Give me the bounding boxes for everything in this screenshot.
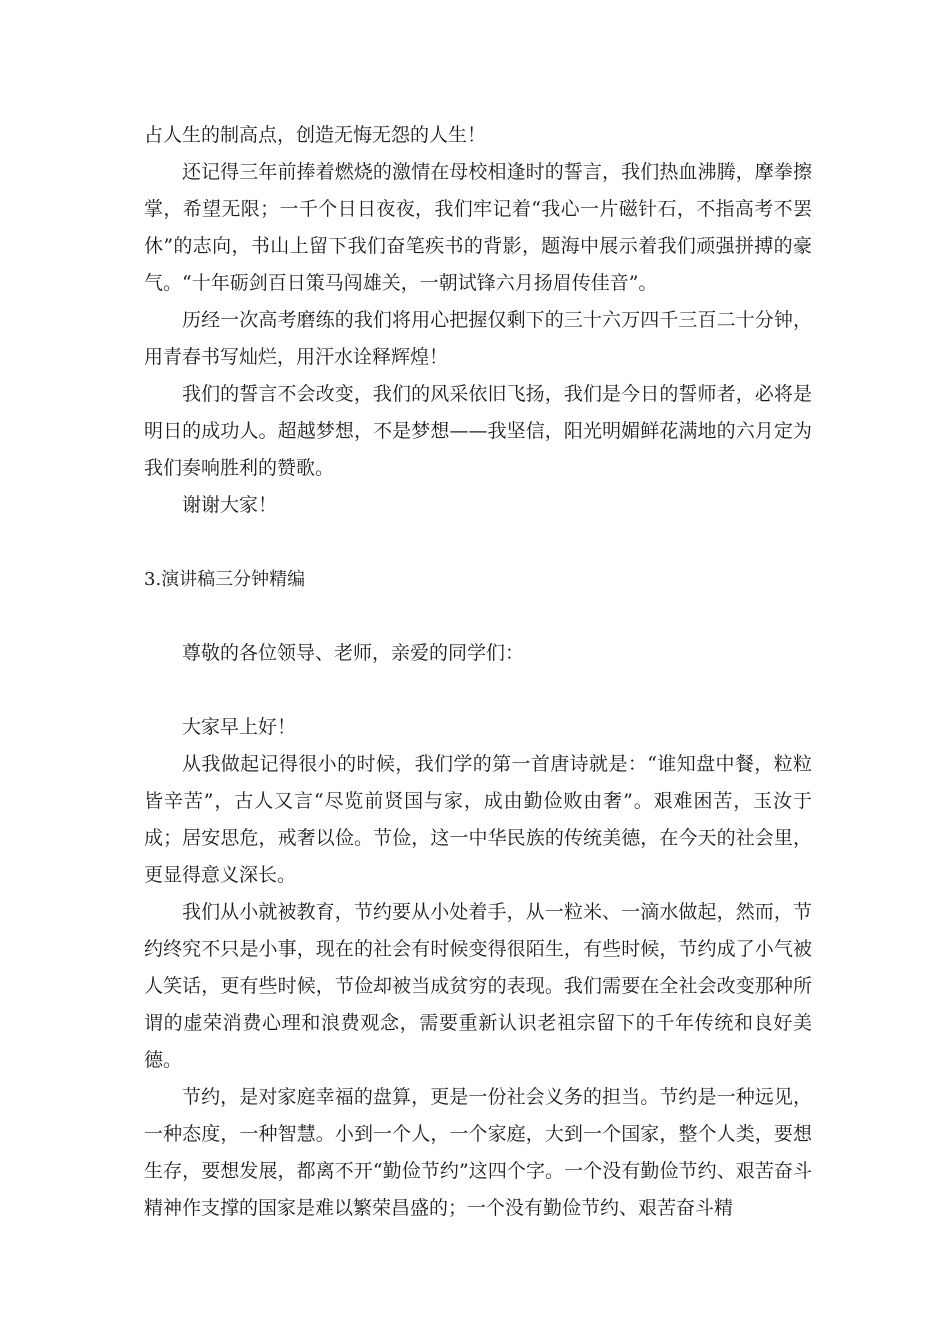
paragraph-dream: 我们的誓言不会改变，我们的风采依旧飞扬，我们是今日的誓师者，必将是明日的成功人。超越梦想，不是梦想——我坚信，阳光明媚鲜花满地的六月定为我们奏响胜利的赞歌。 bbox=[144, 383, 812, 479]
paragraph-exam: 历经一次高考磨练的我们将用心把握仅剩下的三十六万四千三百二十分钟，用青春书写灿烂，用汗水诠释辉煌！ bbox=[144, 309, 812, 368]
paragraph-thanks: 谢谢大家！ bbox=[182, 494, 278, 516]
document-body bbox=[144, 117, 812, 1227]
paragraph-tang-poem: 从我做起记得很小的时候，我们学的第一首唐诗就是：“谁知盘中餐，粒粒皆辛苦”，古人又言“尽览前贤国与家，成由勤俭败由奢”。艰难困苦，玉汝于成；居安思危，戒奢以俭。节俭，这一中华民族的传统美德，在今天的社会里，更显得意义深长。 bbox=[144, 753, 812, 886]
paragraph-oath: 还记得三年前捧着燃烧的激情在母校相逢时的誓言，我们热血沸腾，摩拳擦掌，希望无限；一千个日日夜夜，我们牢记着“我心一片磁针石，不指高考不罢休”的志向，书山上留下我们奋笔疾书的背影，题海中展示着我们顽强拼搏的豪气。“十年砺剑百日策马闯雄关，一朝试锋六月扬眉传佳音”。 bbox=[144, 161, 812, 294]
section-heading: 3.演讲稿三分钟精编 bbox=[144, 569, 306, 590]
spacer bbox=[144, 598, 812, 635]
paragraph-education: 我们从小就被教育，节约要从小处着手，从一粒米、一滴水做起，然而，节约终究不只是小事，现在的社会有时候变得很陌生，有些时候，节约成了小气被人笑话，更有些时候，节俭却被当成贫穷的表现。我们需要在全社会改变那种所谓的虚荣消费心理和浪费观念，需要重新认识老祖宗留下的千年传统和良好美德。 bbox=[144, 901, 812, 1071]
spacer bbox=[144, 524, 812, 561]
paragraph-continuation: 占人生的制高点，创造无悔无怨的人生！ bbox=[144, 124, 487, 146]
spacer bbox=[144, 672, 812, 709]
paragraph-good-morning: 大家早上好！ bbox=[182, 716, 297, 738]
paragraph-frugality: 节约，是对家庭幸福的盘算，更是一份社会义务的担当。节约是一种远见，一种态度，一种智慧。小到一个人，一个家庭，大到一个国家，整个人类，要想生存，要想发展，都离不开“勤俭节约”这四个字。一个没有勤俭节约、艰苦奋斗精神作支撑的国家是难以繁荣昌盛的；一个没有勤俭节约、艰苦奋斗精 bbox=[144, 1086, 812, 1219]
paragraph-greeting: 尊敬的各位领导、老师，亲爱的同学们： bbox=[182, 642, 525, 664]
